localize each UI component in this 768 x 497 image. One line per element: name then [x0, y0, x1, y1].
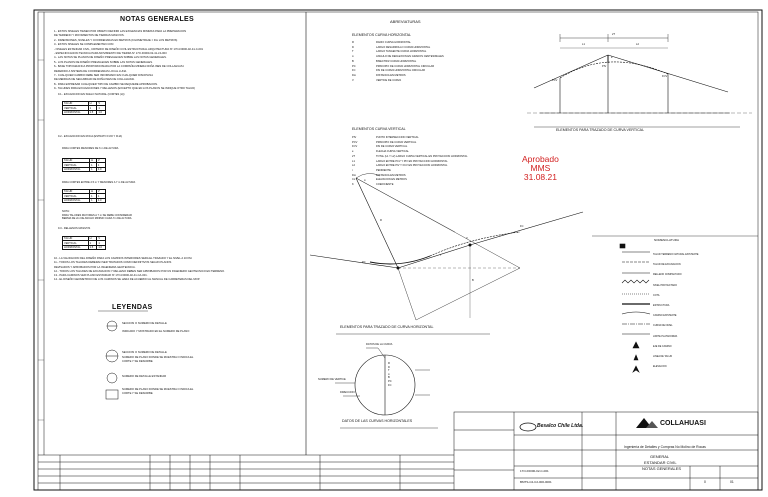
- horizontal-curve-diagram: [310, 173, 583, 320]
- label-v: V: [466, 237, 468, 240]
- section-rock-sub2: PARA CORTES ENTRE 2.5 m Y MENORES A 7 m DE ALTURA: [62, 181, 136, 184]
- note-line: - ESPECIFICACION TECNICA PARA MOVIMIENTO DE TIERRA Nº 17O-F0000-02-41-LS-003: [54, 52, 167, 56]
- slope-table-rock: TALUD H V VERTICAL 1 1 HORIZONTAL 1 4.0: [62, 158, 106, 172]
- revision: 0: [704, 480, 706, 484]
- label-b: B: [472, 279, 474, 282]
- legend-item: NUMERO DE PLANO DONDE SE MUESTRA O INDICA EL CORTE Y SE DESCRIBE: [122, 388, 194, 395]
- section-fill: 9.3.- RELLENOS MASIVOS: [58, 227, 91, 230]
- legend-title: LEYENDAS: [112, 304, 153, 311]
- approval-stamp: Aprobado MMS 31.08.21: [522, 154, 559, 182]
- vertical-abbrev-list: PIV PUNTO INTERSECCION VERTICAL PCV PRINCIPIO DE CURVA VERTICAL FCV FIN DE CURVA VERTICAL e FLECHA CURVA VERTICAL 2T TOTAL (L1 Y L2) LARGO CURVA VERTICAL EN PROYECCION HORIZONTAL L1 LARGO ENTRE PCV Y PIV EN PROYECCION HORIZONTAL L2 LARGO ENTRE PIV Y FCV EN PROYECCION HORIZONTAL i PENDIENTE Dm DISTANCIA EN METROS CL ELEVACION EN METROS K COEFICIENTE: [352, 136, 468, 187]
- label-l2: L2: [636, 43, 639, 46]
- besalco-logo: [520, 423, 536, 431]
- slope-table-rock-2: TALUD H V VERTICAL 1 1 HORIZONTAL 1 4.0: [62, 189, 106, 203]
- note-line: 7.- CUALQUIER CAMBIO DEBE SER INFORMADO EN CUALQUIER DISCIPLINA: [54, 74, 154, 78]
- label-alpha: α: [364, 179, 366, 182]
- document-number: BMTS-C2-C2-000-0001: [520, 480, 552, 484]
- notes-tail: 10.- LA VALIDACION DEL DISEÑO PARA LOS CAMINOS INTERIORES SERA EL TRAZADO Y EL NIVEL A 10 KM. 11.- TODOS LOS TALUDES DEBERAN SER TRATADOS COMO DEFINITIVOS SEGUN PLANOS REVISADOS Y APROBADOS POR LA INGENIERIA GEOTECNICA. 12.- TODOS LOS TALUDES DE EXCAVACION Y RELLENO DEBEN SER APROBADOS POR UN INGENIERO GEOTECNICO EN TERRENO. 13.- PARA CAMINOS VER PLANO ESTANDAR Nº 17O-F0000-02-41-CA-001. 14.- EL DISEÑO GEOMETRICO DE LOS CAMINOS SE HARA DE ACUERDO AL MANUAL DE CARRETERAS DEL MOP.: [54, 257, 225, 282]
- legend-item: SECCION O NUMERO DE DETALLE: [122, 322, 167, 325]
- vertex-number-label: NUMERO DE VERTICE: [318, 378, 346, 381]
- label-2t: 2T: [612, 33, 616, 36]
- section-excavation-soil: 9.1.- EXCAVACION EN SUELO NATURAL (CORTES (H)): [58, 93, 125, 96]
- plan-number: 17O-F0000-02-C-001: [520, 469, 549, 473]
- legend-item: INDICADO Y MOSTRADO EN EL NUMERO DE PLANO: [122, 330, 190, 333]
- direction-label: DIRECCION: [340, 391, 355, 394]
- slope-table-soil: TALUD H V VERTICAL 1 1 HORIZONTAL 1.5 1.0: [62, 101, 106, 115]
- label-t: T: [440, 254, 442, 257]
- note-line: 9.- TALUDES PARA EXCAVACIONES Y RELLENOS (EXCEPTO QUE EN LOS PLANOS SE INDIQUE OTRO TALUD): [54, 87, 196, 91]
- note-line: 8.- PARA EXPRESAR CUALQUIER TIPO DE CAMBIO SE REQUIERE APROBACION.: [54, 82, 158, 86]
- label-pc: PC: [362, 261, 366, 264]
- note-line: DE MEDIDAS DE SEGURIDAD DE DOÑA INES DE COLLAHUASI.: [54, 78, 135, 82]
- curve-data-fields: R D T α B PC FC: [388, 362, 392, 387]
- client-name: COLLAHUASI: [660, 420, 706, 427]
- label-r: R: [380, 219, 382, 222]
- contractor-name: Besalco Chile Ltda.: [537, 423, 584, 429]
- abbreviations-title: ABREVIATURAS: [390, 19, 421, 24]
- curve-data-symbol: [335, 348, 430, 415]
- horizontal-abbrev-list: R RADIO CURVA HORIZONTAL D LARGO DESARROLLO CURVA HORIZONTAL T LARGO TANGENTE CURVA HORIZONTAL α ANGULO DE DEFLEXION EN GRADOS CENTESIMALES B BISECTRIZ CURVA HORIZONTAL PC PRINCIPIO DE CURVA HORIZONTAL CIRCULAR FC FIN DE CURVA HORIZONTAL CIRCULAR Dm DISTANCIA EN METROS V VERTICE DE CURVA: [352, 41, 444, 82]
- legend-item: SECCION O NUMERO DE DETALLE: [122, 351, 167, 354]
- curve-data-top-label: DATOS DE LA CURVA: [366, 343, 393, 346]
- label-fcv: FCV: [662, 75, 668, 78]
- note-line: REFERIDO A SISTEMA DE COORDENADAS LOCAL LUNA.: [54, 69, 127, 73]
- doc-title-1: GENERAL: [650, 454, 670, 459]
- vertical-curve-title: ELEMENTOS PARA TRAZADO DE CURVA VERTICAL: [556, 128, 645, 132]
- slope-table-fill: TALUD H V VERTICAL 1 1 HORIZONTAL 1.5 1.0: [62, 236, 106, 250]
- note-line: 2.- DIMENSIONES, NIVELES Y COORDENADAS EN METROS (KILOMETRAJE = Dm LOS METROS): [54, 38, 178, 42]
- vertical-elements-title: ELEMENTOS CURVA VERTICAL: [352, 127, 406, 131]
- note-line: - NIVELES ESTANDAR CIVIL, CRITERIO DE DISEÑO CIVIL ESTRUCTURAL ARQUITECTURA Nº 17O-F0000-02-41-C-001: [54, 47, 204, 51]
- horizontal-elements-title: ELEMENTOS CURVA HORIZONTAL: [352, 33, 412, 37]
- nomenclature-list: TALUD TERRENO NATURAL EXISTENTE TALUD DE EXCAVACION RELLENO COMPACTADO NIVEL PROYECTADO COTA ESTRUCTURA CAMINO EXISTENTE CURVA DE NIVEL LIMITE PLATAFORMA EJE DE CAMINO LINEA DE TALUD ELEVACION: [653, 253, 699, 369]
- note-line: 1.- ESTOS NIVELES TIENEN POR OBJETO DEFINIR LAS EXIGENCIAS MINIMAS PARA LA PREPARACION: [54, 30, 187, 33]
- vertical-curve-diagram: [527, 34, 752, 113]
- section-excavation-rock: 9.2.- EXCAVACION EN ROCA (ESTRATO FIJO Y FIJA): [58, 135, 123, 138]
- project-name: Ingeniería de Detalles y Compras No Molino de Rocas: [624, 445, 706, 449]
- slope-note: NOTA: PARA TALUDES MAYORES A 7 m SE DEBE CONSIDERAR BERMA DE 2m DE ANCHO MINIMO CADA 7m DE ALTURA: [62, 210, 132, 221]
- collahuasi-logo: [636, 418, 658, 428]
- notes-list: [54, 30, 304, 92]
- legend-item: NUMERO DE PLANO DONDE SE MUESTRA O INDICA EL CORTE Y SE DESCRIBE: [122, 356, 194, 363]
- note-line: 5.- LOS PLANOS DE DISEÑO PREVALECEN SOBRE LAS NOTAS GENERALES.: [54, 60, 153, 64]
- label-e: e: [611, 56, 613, 59]
- label-l1: L1: [582, 43, 585, 46]
- nomenclature-symbols: [620, 244, 650, 372]
- sheet-number: 01: [730, 480, 734, 484]
- label-piv: PIV: [602, 65, 607, 68]
- nomenclature-title: NOMENCLATURA: [654, 238, 679, 242]
- note-line: 3.- ESTOS NIVELES SE COMPLEMENTAN CON:: [54, 43, 115, 47]
- doc-title-2: ESTANDAR CIVIL: [644, 460, 677, 465]
- horizontal-curve-title: ELEMENTOS PARA TRAZADO DE CURVA HORIZONTAL: [340, 325, 434, 329]
- notes-title: NOTAS GENERALES: [120, 16, 194, 23]
- section-rock-sub: PARA CORTES MENORES DE 6 m DE ALTURA: [62, 147, 119, 150]
- note-line: 4.- LAS NOTAS SE PLANOS DE DISEÑO PREVALECEN SOBRE LAS NOTAS GENERALES.: [54, 56, 167, 60]
- legend-item: NUMERO DE DETALLE ESTANDAR: [122, 375, 167, 378]
- doc-title-3: NOTAS GENERALES: [642, 466, 682, 471]
- note-line: 6.- BASE TOPOGRAFICA PROPORCIONADA POR LA COMPAÑIA MINERA DOÑA INES DE COLLAHUASI.: [54, 65, 185, 69]
- curve-data-title: DATOS DE LAS CURVAS HORIZONTALES: [342, 419, 413, 423]
- label-fc: FC: [520, 225, 524, 228]
- label-pcv: PCV: [552, 79, 558, 82]
- note-line: DE TERRENO Y MOVIMIENTOS DE TIERRAS MASIVOS.: [54, 34, 125, 38]
- legend-symbols: [106, 321, 118, 399]
